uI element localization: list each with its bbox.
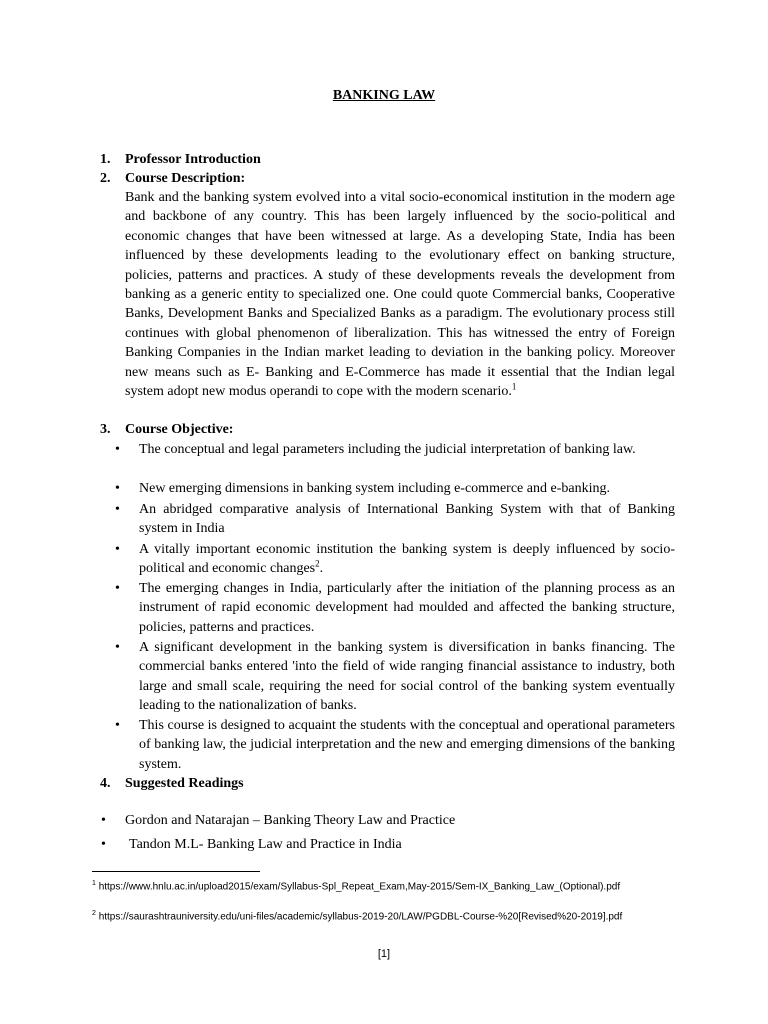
section-number: 4. <box>100 776 111 791</box>
reading-text: Gordon and Natarajan – Banking Theory Law and Practice <box>125 813 456 828</box>
objective-text: This course is designed to acquaint the students with the conceptual and operational parameters of banking law, the judicial interpretation and the new and emerging dimensions of the banking system. <box>139 718 675 772</box>
objective-text: A significant development in the banking system is diversification in banks financing. The commercial banks entered 'into the field of wide ranging financial assistance to industry, both large and small scale, requiring the need for social control of the banking system eventually leading to the nationalization of banks. <box>139 640 675 714</box>
bullet-icon: • <box>115 442 120 457</box>
section-number: 1. <box>100 152 111 167</box>
bullet-icon: • <box>101 837 106 852</box>
footnote-divider <box>92 871 260 872</box>
section-suggested-readings <box>100 774 244 793</box>
bullet-icon: • <box>115 502 120 517</box>
footnote-number: 1 <box>92 880 96 887</box>
footnote-2 <box>92 906 692 924</box>
footnote-link[interactable]: https://www.hnlu.ac.in/upload2015/exam/Syllabus-Spl_Repeat_Exam,May-2015/Sem-IX_Banking_Law_(Optional).pdf <box>98 881 621 893</box>
bullet-icon: • <box>115 542 120 557</box>
footnote-link[interactable]: https://saurashtrauniversity.edu/uni-files/academic/syllabus-2019-20/LAW/PGDBL-Course-%20[Revised%20-2019].pdf <box>98 911 623 923</box>
description-body: Bank and the banking system evolved into a vital socio-economical institution in the modern age and backbone of any country. This has been largely influenced by the socio-political and economic changes that have been witnessed at large. As a developing State, India has been influenced by these developments leading to the evolutionary effect on banking structure, policies, patterns and practices. A study of these developments reveals the development from banking as a generic entity to specialized one. One could quote Commercial banks, Cooperative Banks, Development Banks and Specialized Banks as a paradigm. The evolutionary process still continues with global phenomenon of liberalization. This has witnessed the entry of Foreign Banking Companies in the Indian market leading to deviation in the banking policy. Moreover new means such as E- Banking and E-Commerce has made it essential that the Indian legal system adopt new modus operandi to cope with the modern scenario. <box>125 190 675 400</box>
objective-text-tail: . <box>319 561 324 577</box>
reading-item <box>101 811 456 830</box>
footnote-1 <box>92 876 692 894</box>
bullet-icon: • <box>115 640 120 655</box>
section-heading: Suggested Readings <box>125 776 244 791</box>
section-heading: Course Objective: <box>125 422 234 437</box>
footnote-ref-1[interactable]: 1 <box>511 381 517 392</box>
bullet-icon: • <box>115 481 120 496</box>
objective-text: The emerging changes in India, particularly after the initiation of the planning process as an instrument of rapid economic development had moulded and affected the banking structure, policies, patterns and practices. <box>139 581 675 635</box>
reading-item <box>101 835 402 854</box>
section-course-objective <box>100 420 233 439</box>
section-number: 3. <box>100 422 111 437</box>
footnote-number: 2 <box>92 910 96 917</box>
footnote-ref-2[interactable]: 2 <box>315 558 320 569</box>
objective-item <box>115 479 675 498</box>
page-number: [1] <box>377 948 391 960</box>
objective-item <box>115 540 675 579</box>
bullet-icon: • <box>115 581 120 596</box>
objective-text: A vitally important economic institution the banking system is deeply influenced by socio-political and economic changes <box>139 542 675 577</box>
bullet-icon: • <box>101 813 106 828</box>
bullet-icon: • <box>115 718 120 733</box>
objective-item <box>115 579 675 637</box>
section-professor-introduction <box>100 150 261 169</box>
section-course-description <box>100 169 245 188</box>
section-heading: Professor Introduction <box>125 152 261 167</box>
objective-text: The conceptual and legal parameters including the judicial interpretation of banking law. <box>139 442 636 457</box>
objective-text: New emerging dimensions in banking system including e-commerce and e-banking. <box>139 481 610 496</box>
objective-item <box>115 638 675 716</box>
course-description-text <box>125 188 675 401</box>
objective-item <box>115 500 675 539</box>
objective-text: An abridged comparative analysis of International Banking System with that of Banking system in India <box>139 502 675 537</box>
objective-item <box>115 716 675 774</box>
section-number: 2. <box>100 171 111 186</box>
objective-item <box>115 440 675 459</box>
section-heading: Course Description: <box>125 171 246 186</box>
document-title: BANKING LAW <box>332 88 436 103</box>
reading-text: Tandon M.L- Banking Law and Practice in India <box>129 837 402 852</box>
